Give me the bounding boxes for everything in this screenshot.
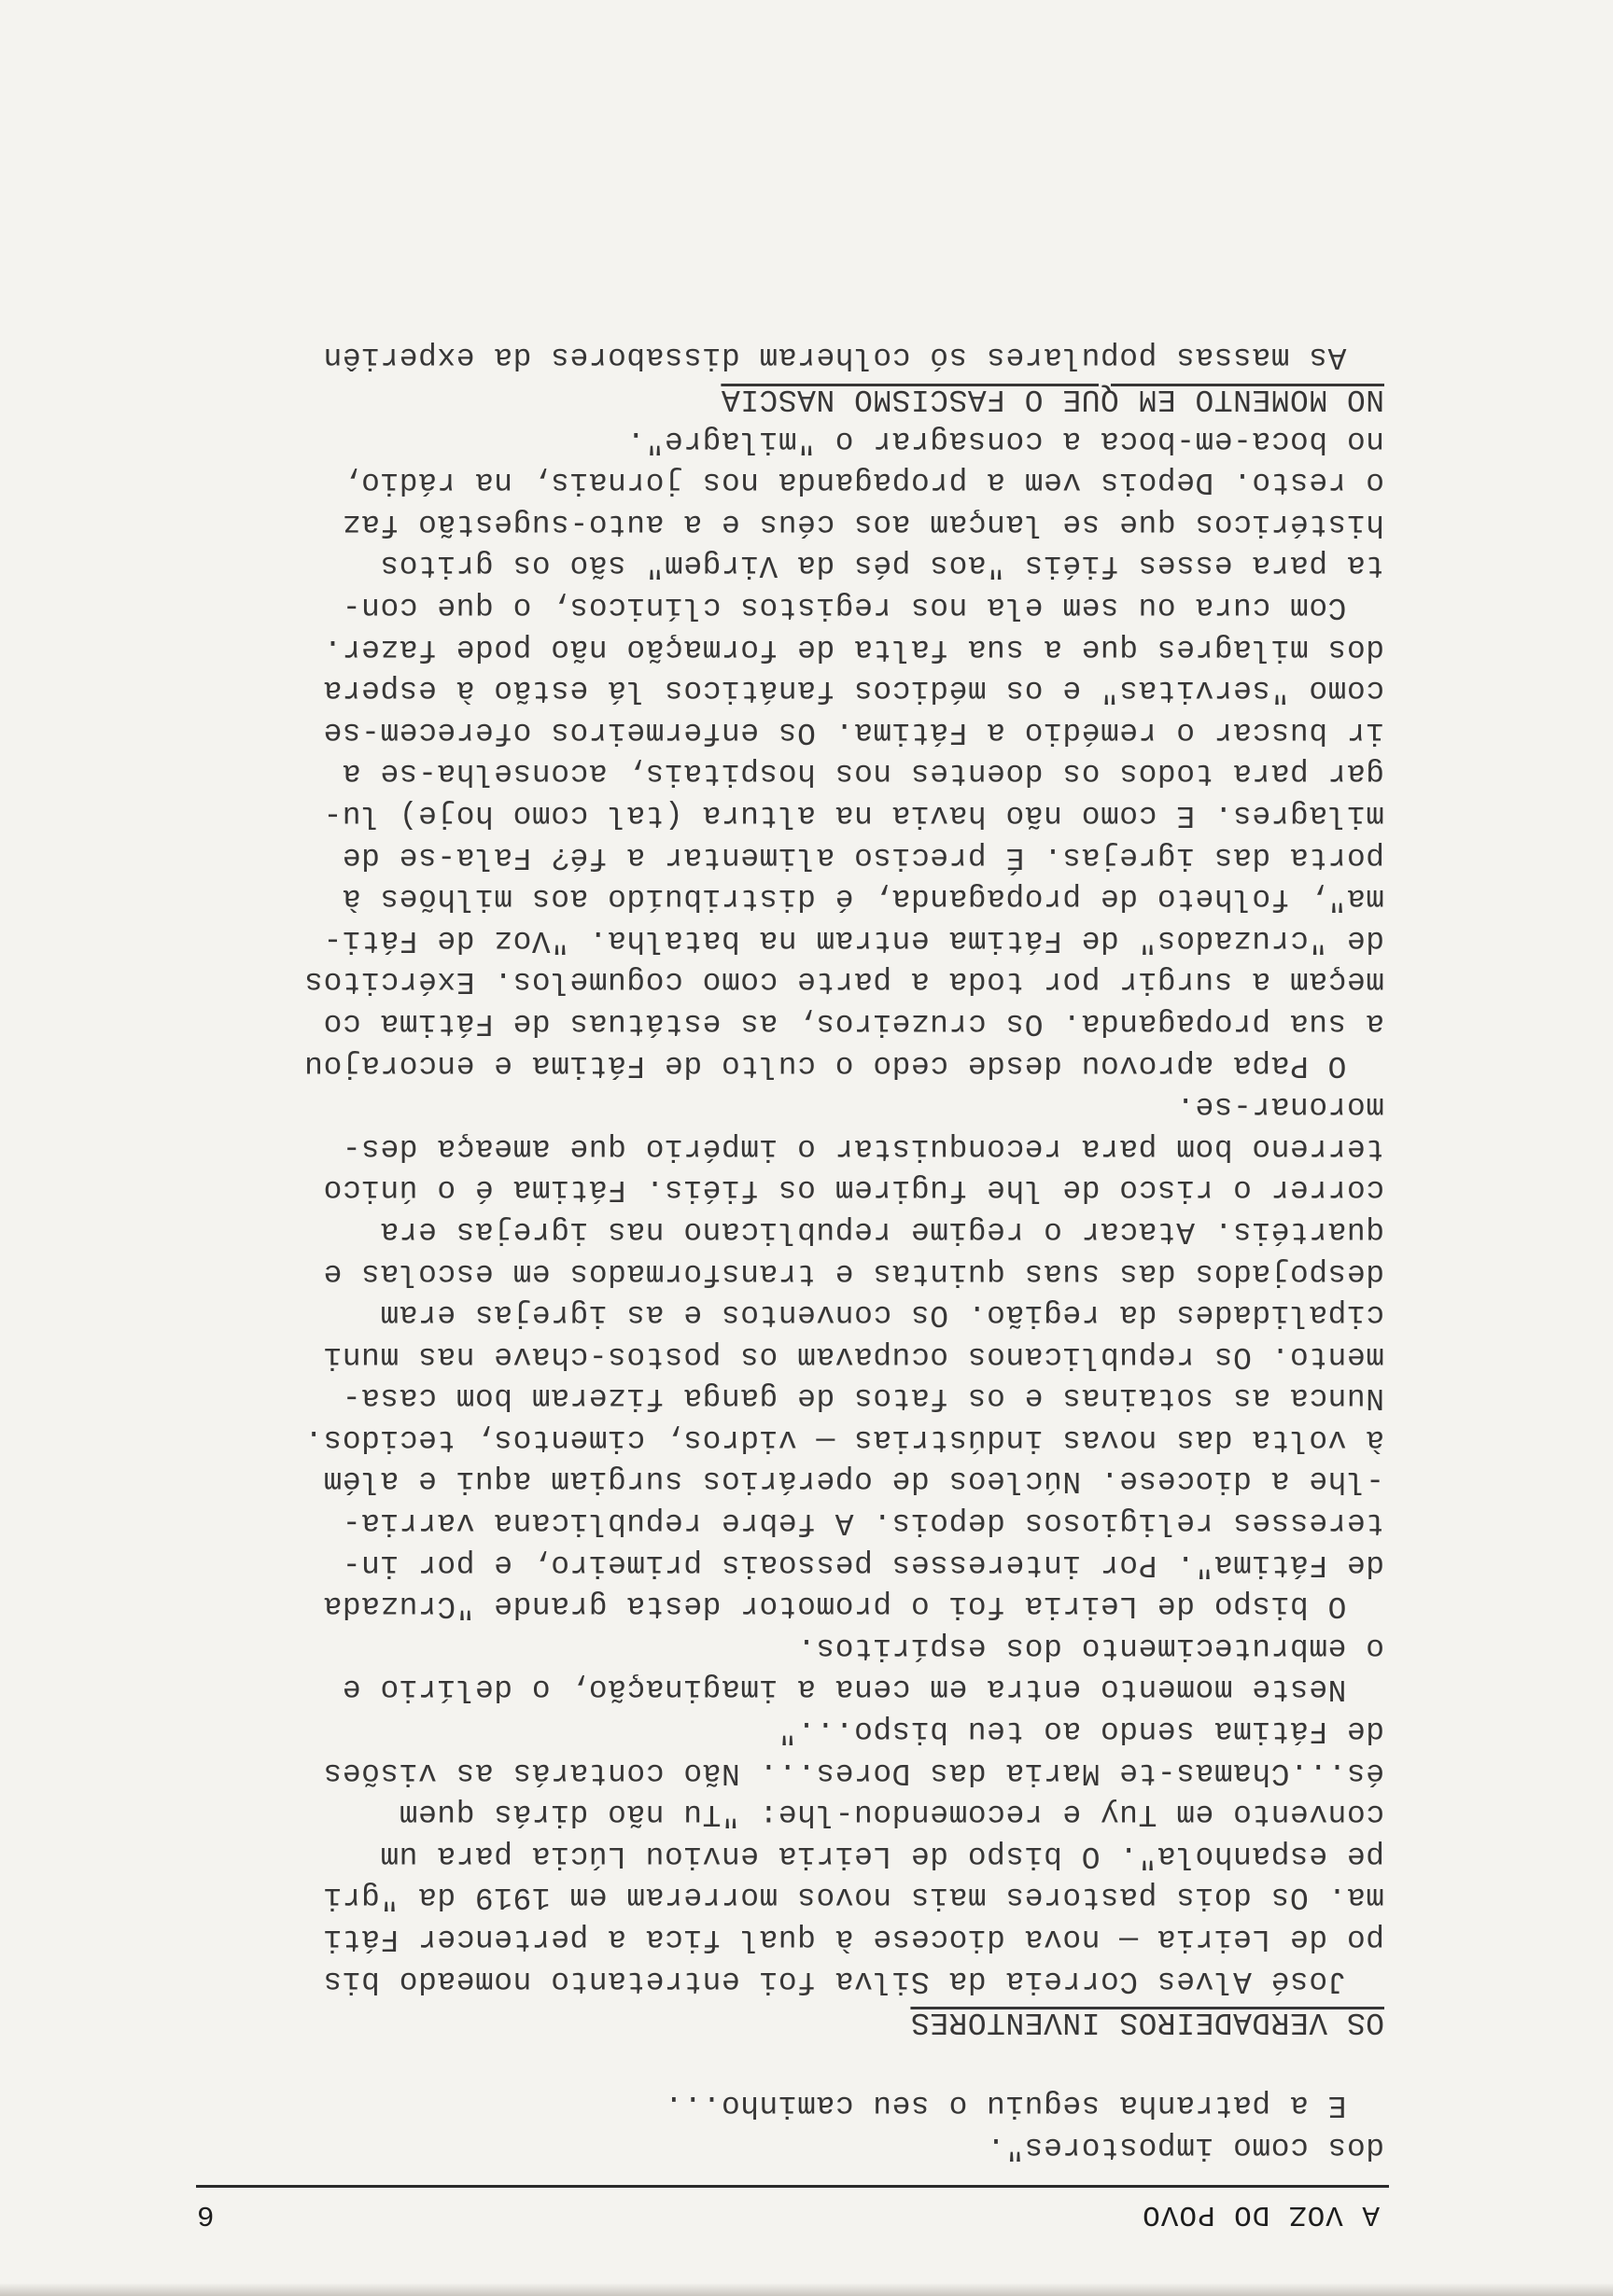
text-line: o embrutecimento dos espíritos. [796,1630,1384,1665]
text-line: o resto. Depois vem a propaganda nos jornais, na rádio, [342,465,1384,500]
text-line: de Fátima sendo ao teu bispo..." [778,1714,1384,1749]
text-line: pe espanhola". O bispo de Leiria enviou Lúcia para um [379,1838,1384,1873]
text-line: moronar-se. [1175,1089,1384,1125]
text-line: como "servitas" e os médicos fanáticos lá estão à espera [323,673,1384,708]
text-line: meçam a surgir por toda a parte como cogumelos. Exércitos [303,964,1384,1000]
text-line: dos como impostores". [986,2130,1384,2164]
text-line: à volta das novas indústrias — vidros, cimentos, tecidos. [303,1421,1384,1457]
text-line: despojados das suas quintas e transformados em escolas e [323,1255,1384,1291]
text-line: po de Leiria — nova diocese à qual fica a pertencer Fáti [323,1922,1384,1957]
page-header [196,2191,1380,2238]
text-line: ma", folheto de propaganda, é distribuído aos milhões à [342,881,1384,917]
text-line: As massas populares só colheram dissabores da experiên [323,340,1384,375]
text-line: histéricos que se lançam aos céus e a auto-sugestão faz [342,506,1384,541]
text-line: ma. Os dois pastores mais novos morreram em 1919 da "gri [323,1880,1384,1915]
text-line: quartéis. Atacar o regime republicano nas igrejas era [379,1213,1384,1249]
text-line: mento. Os republicanos ocupavam os postos-chave nas muni [323,1338,1384,1374]
text-line: de Fátima". Por interesses pessoais primeiro, e por in- [342,1547,1384,1582]
text-line: correr o risco de lhe fugirem os fiéis. Fátima é o único [323,1172,1384,1208]
text-line: José Alves Correia da Silva foi entretanto nomeado bis [323,1963,1384,1998]
text-line: és...Chamas-te Maria das Dores... Não contarás as visões [323,1755,1384,1790]
blank-line [199,2042,1384,2084]
text-line: cipalidades da região. Os conventos e as igrejas eram [379,1297,1384,1333]
header-divider [196,2185,1389,2188]
text-line: dos milagres que a sua falta de formação não pode fazer. [323,631,1384,666]
text-line: teresses religiosos depois. A febre republicana varria- [342,1505,1384,1541]
text-line: convento em Tuy e recomendou-lhe: "Tu não dirás quem [399,1797,1384,1832]
page-number: 6 [196,2198,215,2232]
text-line: a sua propaganda. Os cruzeiros, as estátuas de Fátima co [323,1005,1384,1041]
text-line: terreno bom para reconquistar o império que ameaça des- [342,1130,1384,1166]
text-line: O Papa aprovou desde cedo o culto de Fátima e encorajou [303,1047,1384,1083]
text-line: Com cura ou sem ela nos registos clínicos, o que con- [342,590,1384,625]
text-line: milagres. E como não havia na altura (tal como hoje) lu- [323,798,1384,833]
text-line: Nunca as sotainas e os fatos de ganga fizeram bom casa- [342,1380,1384,1416]
section-heading: NO MOMENTO EM QUE O FASCISMO NASCIA [721,382,1384,417]
text-line: ta para esses fiéis "aos pés da Virgem" são os gritos [379,548,1384,583]
text-line: porta das igrejas. É preciso alimentar a fé? Fala-se de [342,839,1384,875]
body-text [199,336,1384,2167]
text-line: no boca-em-boca a consagrar o "milagre". [625,423,1384,458]
text-line: E a patranha seguiu o seu caminho... [664,2088,1384,2123]
text-line: -lhe a diocese. Núcleos de operários surgiam aqui e além [323,1463,1384,1499]
page-fold-shadow [0,2283,1613,2296]
text-line: O bispo de Leiria foi o promotor desta grande "Cruzada [323,1589,1384,1624]
section-heading: OS VERDADEIROS INVENTORES [910,2005,1384,2040]
text-line: ir buscar o remédio a Fátima. Os enfermeiros oferecem-se [323,714,1384,749]
text-line: gar para todos os doentes nos hospitais, aconselha-se a [342,756,1384,791]
text-line: de "cruzados" de Fátima entram na batalha. "Voz de Fáti- [323,922,1384,958]
publication-title: A VOZ DO POVO [1142,2198,1380,2232]
text-line: Neste momento entra em cena a imaginação, o delírio e [342,1672,1384,1707]
